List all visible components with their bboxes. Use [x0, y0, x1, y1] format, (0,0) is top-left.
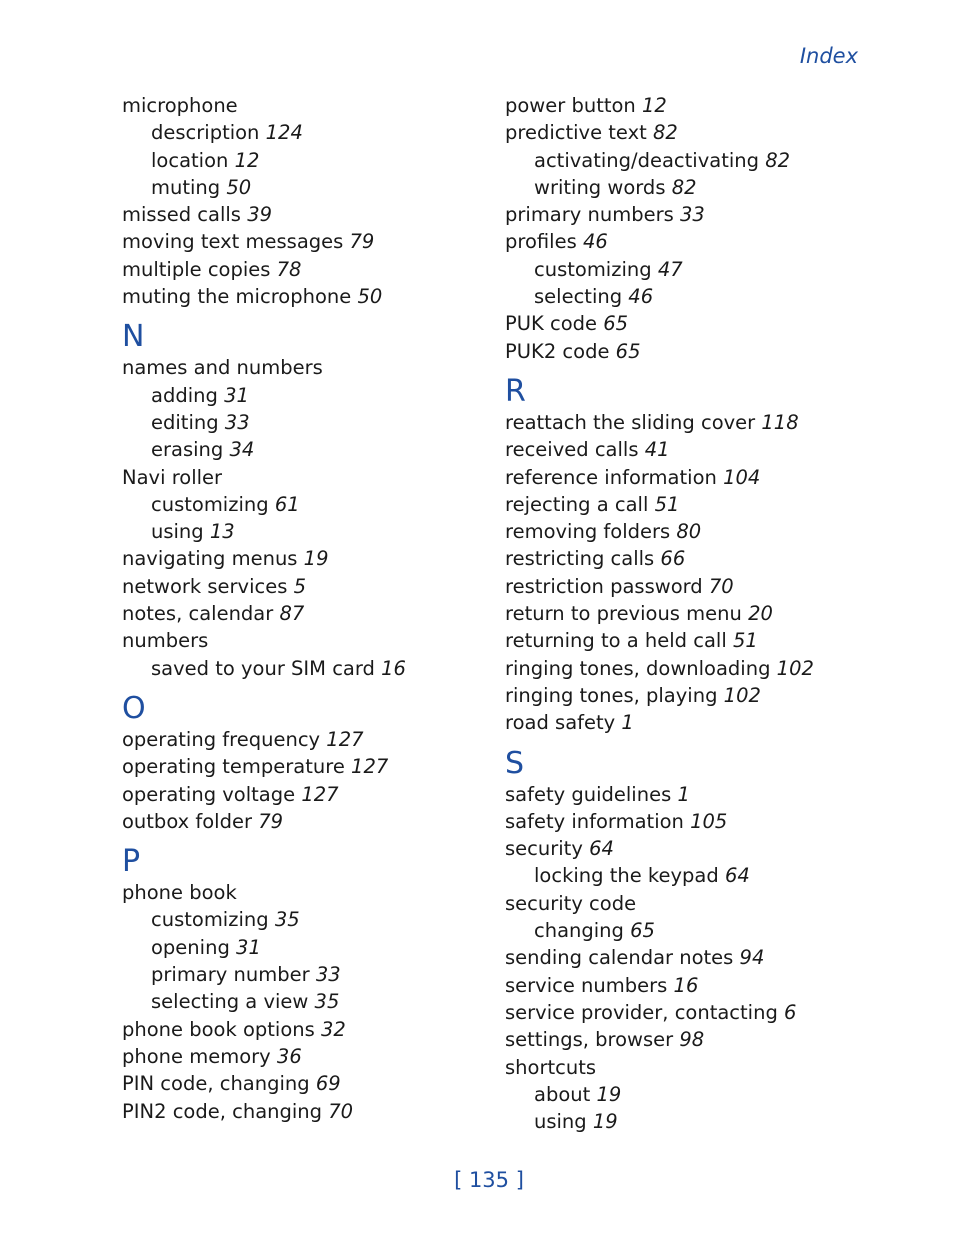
index-term: settings, browser: [505, 1028, 674, 1052]
index-term: reattach the sliding cover: [505, 410, 756, 434]
index-page-ref: 19: [592, 1110, 618, 1134]
index-entry: [505, 518, 865, 545]
index-term: selecting a view: [151, 990, 309, 1014]
index-page-ref: 87: [279, 602, 305, 626]
index-page-ref: 102: [723, 683, 761, 707]
index-term: ringing tones, downloading: [505, 656, 771, 680]
index-entry: [505, 573, 865, 600]
index-subentry: [505, 917, 865, 944]
index-page-ref: 1: [621, 711, 634, 735]
index-entry: [122, 201, 482, 228]
index-entry: [122, 753, 482, 780]
index-entry: [505, 201, 865, 228]
index-page-ref: 35: [274, 908, 300, 932]
index-entry: [505, 310, 865, 337]
index-term: primary number: [151, 963, 310, 987]
index-term: outbox folder: [122, 809, 252, 833]
index-page-ref: 33: [224, 410, 250, 434]
index-subentry: [122, 655, 482, 682]
index-entry: [122, 228, 482, 255]
index-page-ref: 70: [708, 574, 734, 598]
index-term: editing: [151, 410, 219, 434]
index-page-ref: 79: [258, 809, 284, 833]
index-entry: [122, 283, 482, 310]
index-page-ref: 82: [652, 121, 678, 145]
index-entry: [505, 890, 865, 917]
index-page-ref: 65: [630, 919, 655, 943]
index-term: primary numbers: [505, 203, 674, 227]
index-term: opening: [151, 935, 230, 959]
index-page-ref: 127: [351, 755, 389, 779]
index-subentry: [122, 382, 482, 409]
index-subentry: [122, 518, 482, 545]
index-page-ref: 82: [671, 175, 697, 199]
index-page-ref: 127: [301, 782, 339, 806]
index-entry: [505, 119, 865, 146]
index-entry: [122, 464, 482, 491]
index-page-ref: 31: [236, 935, 261, 959]
index-entry: [505, 808, 865, 835]
index-term: phone memory: [122, 1044, 271, 1068]
index-term: predictive text: [505, 121, 647, 145]
index-page-ref: 51: [732, 629, 758, 653]
index-term: location: [151, 148, 229, 172]
index-term: muting: [151, 175, 221, 199]
index-term: network services: [122, 574, 288, 598]
index-subentry: [122, 174, 482, 201]
index-page-ref: 41: [644, 438, 670, 462]
index-page-ref: 78: [276, 257, 302, 281]
index-page-ref: 16: [381, 656, 406, 680]
index-page-ref: 33: [679, 203, 705, 227]
index-term: profiles: [505, 230, 577, 254]
index-term: rejecting a call: [505, 492, 649, 516]
index-term: safety guidelines: [505, 782, 672, 806]
index-entry: [505, 1054, 865, 1081]
index-term: moving text messages: [122, 230, 344, 254]
index-page-ref: 94: [739, 946, 765, 970]
index-term: reference information: [505, 465, 717, 489]
index-term: numbers: [122, 629, 209, 653]
index-page-ref: 1: [677, 782, 690, 806]
index-term: sending calendar notes: [505, 946, 734, 970]
index-term: Navi roller: [122, 465, 223, 489]
index-page-ref: 46: [582, 230, 608, 254]
index-entry: [505, 999, 865, 1026]
index-term: road safety: [505, 711, 616, 735]
index-page-ref: 19: [303, 547, 329, 571]
index-page-ref: 47: [657, 257, 683, 281]
index-letter-heading: O: [122, 690, 146, 726]
index-subentry: [505, 174, 865, 201]
index-term: activating/deactivating: [534, 148, 759, 172]
index-page-ref: 50: [357, 285, 383, 309]
index-term: microphone: [122, 94, 238, 117]
running-header: Index: [799, 44, 858, 68]
index-term: selecting: [534, 285, 623, 309]
index-term: phone book: [122, 881, 237, 905]
index-entry: [122, 726, 482, 753]
index-entry: [505, 338, 865, 365]
index-term: changing: [534, 919, 624, 943]
index-entry: [122, 354, 482, 381]
index-entry: [505, 627, 865, 654]
index-page-ref: 82: [765, 148, 791, 172]
index-page-ref: 32: [320, 1017, 346, 1041]
index-term: shortcuts: [505, 1055, 596, 1079]
index-term: erasing: [151, 438, 224, 462]
index-term: muting the microphone: [122, 285, 352, 309]
index-subentry: [505, 283, 865, 310]
index-page-ref: 98: [679, 1028, 705, 1052]
index-page-ref: 12: [642, 94, 667, 117]
index-entry: [505, 682, 865, 709]
index-letter-heading: N: [122, 319, 145, 355]
index-column-right: [505, 92, 865, 1135]
index-entry: [122, 808, 482, 835]
index-page-ref: 5: [293, 574, 307, 598]
index-term: removing folders: [505, 520, 671, 544]
index-entry: [122, 256, 482, 283]
index-term: ringing tones, playing: [505, 683, 718, 707]
index-term: PUK2 code: [505, 339, 610, 363]
index-page-ref: 70: [328, 1099, 354, 1123]
index-page-ref: 65: [615, 339, 641, 363]
index-entry: [505, 944, 865, 971]
index-term: operating voltage: [122, 782, 296, 806]
index-term: PIN2 code, changing: [122, 1099, 323, 1123]
index-entry: [122, 600, 482, 627]
index-term: using: [151, 520, 204, 544]
index-page-ref: 33: [315, 963, 341, 987]
index-page-ref: 105: [690, 809, 728, 833]
index-page-ref: 64: [589, 837, 614, 861]
index-page-ref: 6: [784, 1000, 797, 1024]
index-page-ref: 19: [596, 1082, 622, 1106]
index-term: PUK code: [505, 312, 598, 336]
index-term: customizing: [534, 257, 652, 281]
index-subentry: [122, 119, 482, 146]
index-term: phone book options: [122, 1017, 315, 1041]
index-page-ref: 16: [673, 973, 699, 997]
index-page-ref: 118: [761, 410, 799, 434]
index-term: returning to a held call: [505, 629, 727, 653]
index-term: writing words: [534, 175, 666, 199]
index-term: security: [505, 837, 583, 861]
index-term: restriction password: [505, 574, 703, 598]
index-page-ref: 50: [226, 175, 252, 199]
index-term: adding: [151, 383, 218, 407]
index-subentry: [505, 147, 865, 174]
index-subentry: [505, 1108, 865, 1135]
index-subentry: [505, 1081, 865, 1108]
index-entry: [505, 655, 865, 682]
index-entry: [505, 1026, 865, 1053]
index-entry: [122, 1098, 482, 1125]
index-subentry: [122, 436, 482, 463]
index-entry: [122, 627, 482, 654]
index-subentry: [505, 256, 865, 283]
index-term: saved to your SIM card: [151, 656, 375, 680]
index-page-ref: 13: [209, 520, 235, 544]
index-entry: [122, 92, 482, 119]
index-page-ref: 51: [654, 492, 680, 516]
index-term: using: [534, 1110, 587, 1134]
index-term: service numbers: [505, 973, 668, 997]
index-entry: [505, 545, 865, 572]
index-subentry: [122, 409, 482, 436]
index-subentry: [122, 934, 482, 961]
index-entry: [122, 545, 482, 572]
index-entry: [505, 228, 865, 255]
index-entry: [505, 600, 865, 627]
index-subentry: [122, 491, 482, 518]
index-page-ref: 46: [628, 285, 654, 309]
index-term: operating temperature: [122, 755, 345, 779]
index-entry: [505, 409, 865, 436]
index-page-ref: 20: [748, 602, 773, 626]
index-page-ref: 69: [315, 1072, 341, 1096]
index-term: navigating menus: [122, 547, 298, 571]
page-number: [ 135 ]: [454, 1168, 524, 1192]
index-page-ref: 61: [274, 492, 300, 516]
index-term: about: [534, 1082, 591, 1106]
index-entry: [122, 1016, 482, 1043]
index-subentry: [122, 988, 482, 1015]
index-term: restricting calls: [505, 547, 655, 571]
index-term: return to previous menu: [505, 602, 742, 626]
index-page-ref: 104: [723, 465, 761, 489]
index-entry: [122, 573, 482, 600]
index-term: missed calls: [122, 203, 241, 227]
index-page-ref: 39: [247, 203, 273, 227]
index-subentry: [122, 147, 482, 174]
index-page-ref: 80: [676, 520, 702, 544]
index-page-ref: 102: [776, 656, 814, 680]
index-subentry: [122, 906, 482, 933]
index-page-ref: 65: [603, 312, 629, 336]
index-page-ref: 35: [314, 990, 340, 1014]
index-term: multiple copies: [122, 257, 271, 281]
index-entry: [505, 464, 865, 491]
index-term: PIN code, changing: [122, 1072, 310, 1096]
index-entry: [505, 436, 865, 463]
index-entry: [122, 1043, 482, 1070]
index-term: security code: [505, 891, 637, 915]
index-page-ref: 66: [660, 547, 686, 571]
index-page-ref: 31: [224, 383, 249, 407]
index-entry: [505, 972, 865, 999]
index-page-ref: 79: [349, 230, 375, 254]
index-page-ref: 12: [234, 148, 260, 172]
index-entry: [122, 1070, 482, 1097]
index-term: safety information: [505, 809, 684, 833]
index-page-ref: 124: [265, 121, 303, 145]
index-term: received calls: [505, 438, 639, 462]
index-entry: [122, 781, 482, 808]
index-term: notes, calendar: [122, 602, 274, 626]
index-page-ref: 34: [229, 438, 255, 462]
index-term: locking the keypad: [534, 864, 719, 888]
index-letter-heading: S: [505, 745, 525, 781]
index-entry: [505, 709, 865, 736]
index-term: customizing: [151, 908, 269, 932]
index-term: customizing: [151, 492, 269, 516]
index-letter-heading: P: [122, 844, 141, 880]
index-page-ref: 36: [276, 1044, 302, 1068]
index-term: service provider, contacting: [505, 1000, 778, 1024]
index-term: power button: [505, 94, 636, 117]
index-term: names and numbers: [122, 356, 323, 380]
index-entry: [505, 92, 865, 119]
index-entry: [505, 781, 865, 808]
index-subentry: [122, 961, 482, 988]
index-entry: [505, 835, 865, 862]
index-term: operating frequency: [122, 727, 321, 751]
index-letter-heading: R: [505, 373, 526, 409]
index-page-ref: 64: [724, 864, 750, 888]
index-column-left: [122, 92, 482, 1125]
index-subentry: [505, 862, 865, 889]
index-page-ref: 127: [326, 727, 364, 751]
index-entry: [122, 879, 482, 906]
index-entry: [505, 491, 865, 518]
index-term: description: [151, 121, 260, 145]
